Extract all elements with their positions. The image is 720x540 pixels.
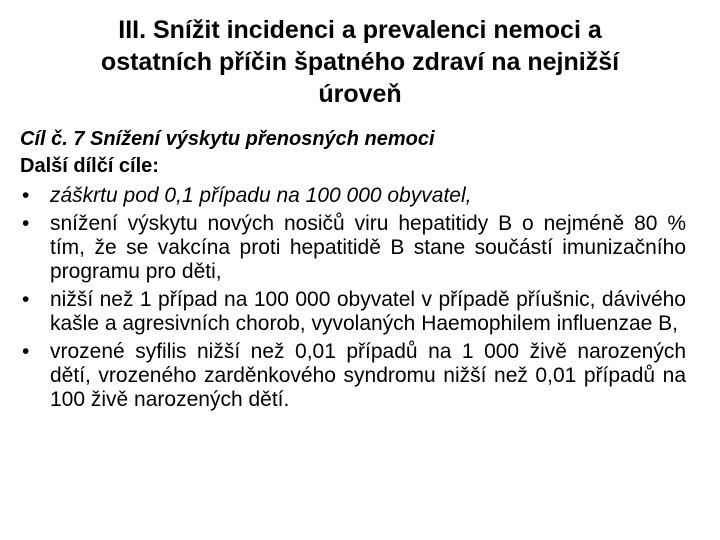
slide-content — [20, 126, 686, 416]
bullet-icon: • — [22, 212, 30, 235]
subgoal-list — [20, 184, 686, 412]
slide-title-line-2: ostatních příčin špatného zdraví na nejnižší — [100, 48, 620, 76]
slide-title-line-1: III. Snížit incidenci a prevalenci nemoci a — [118, 16, 602, 44]
bullet-icon: • — [22, 184, 30, 207]
list-item-text: snížení výskytu nových nosičů viru hepatitidy B o nejméně 80 % tím, že se vakcína proti hepatitidě B stane součástí imunizačního programu pro děti, — [50, 212, 686, 283]
slide-title-line-3: úroveň — [318, 80, 402, 108]
subgoals-label: Další dílčí cíle: — [20, 155, 159, 177]
list-item — [20, 212, 686, 284]
list-item — [20, 184, 686, 208]
bullet-icon: • — [22, 340, 30, 363]
list-item-text: vrozené syfilis nižší než 0,01 případů na 1 000 živě narozených dětí, vrozeného zarděnkového syndromu nižší než 0,01 případů na 100 živě narozených dětí. — [50, 340, 686, 411]
bullet-icon: • — [22, 288, 30, 311]
list-item-text: záškrtu pod 0,1 případu na 100 000 obyvatel, — [50, 184, 472, 207]
list-item — [20, 340, 686, 412]
slide-title — [40, 14, 680, 110]
list-item — [20, 288, 686, 336]
list-item-text: nižší než 1 případ na 100 000 obyvatel v případě příušnic, dávivého kašle a agresivních chorob, vyvolaných Haemophilem influenzae B, — [50, 288, 686, 335]
goal-heading: Cíl č. 7 Snížení výskytu přenosných nemoci — [20, 128, 435, 150]
